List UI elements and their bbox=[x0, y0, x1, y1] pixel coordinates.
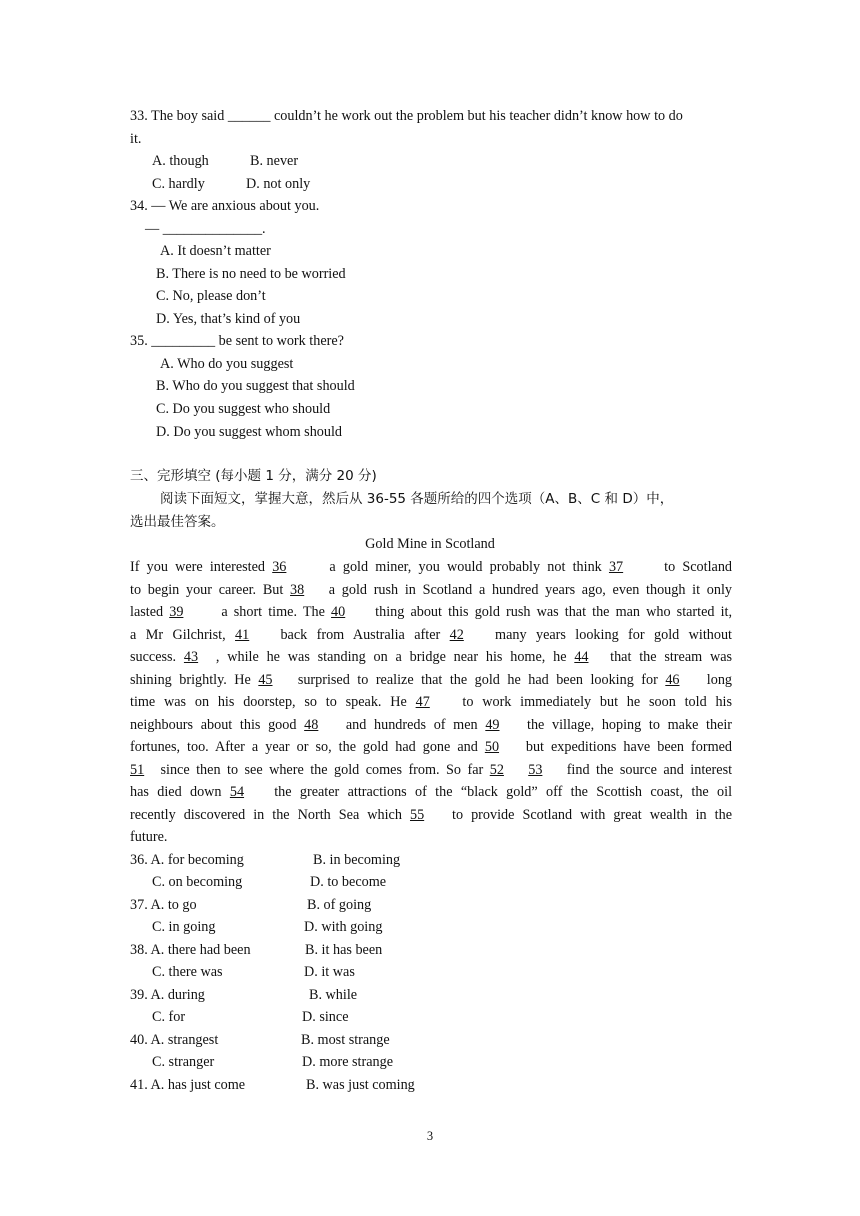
blank-43: 43 bbox=[183, 649, 199, 665]
passage-line: success. 43 , while he was standing on a bridge near his home, he 44 that the stream was bbox=[130, 646, 732, 668]
passage-line: lasted 39 a short time. The 40 thing about this gold rush was that the man who started it, bbox=[130, 601, 732, 623]
q35-stem: 35. _________ be sent to work there? bbox=[130, 333, 344, 349]
section-heading: 三、完形填空 (每小题 1 分，满分 20 分) bbox=[130, 468, 377, 484]
blank-42: 42 bbox=[449, 627, 464, 643]
q40-option-a: 40. A. strangest bbox=[130, 1032, 219, 1048]
q37-option-c: C. in going bbox=[152, 919, 216, 935]
q33-option-a: A. though bbox=[152, 153, 209, 169]
q41-option-a: 41. A. has just come bbox=[130, 1077, 246, 1093]
q35-option-b: B. Who do you suggest that should bbox=[156, 378, 355, 394]
q40-option-b: B. most strange bbox=[301, 1032, 390, 1048]
blank-54: 54 bbox=[229, 784, 245, 800]
q38-option-c: C. there was bbox=[152, 964, 223, 980]
q37-option-b: B. of going bbox=[307, 897, 372, 913]
passage-line: 51 since then to see where the gold comes from. So far 52 53 find the source and interest bbox=[130, 759, 732, 781]
blank-47: 47 bbox=[415, 694, 430, 710]
passage-line: recently discovered in the North Sea which 55 to provide Scotland with great wealth in the bbox=[130, 804, 732, 826]
blank-40: 40 bbox=[331, 604, 346, 620]
q38-option-a: 38. A. there had been bbox=[130, 942, 251, 958]
q39-option-c: C. for bbox=[152, 1009, 186, 1025]
q40-option-d: D. more strange bbox=[302, 1054, 394, 1070]
q38-option-b: B. it has been bbox=[305, 942, 383, 958]
page-number: 3 bbox=[426, 1129, 434, 1143]
q33-stem-line1: 33. The boy said ______ couldn’t he work out the problem but his teacher didn’t know how to do bbox=[130, 108, 683, 124]
q35-option-a: A. Who do you suggest bbox=[160, 356, 294, 372]
q35-option-c: C. Do you suggest who should bbox=[156, 401, 331, 417]
q34-reply: — ______________. bbox=[145, 221, 266, 237]
passage-title: Gold Mine in Scotland bbox=[365, 536, 495, 552]
q33-option-c: C. hardly bbox=[152, 176, 205, 192]
blank-50: 50 bbox=[484, 739, 500, 755]
q39-option-d: D. since bbox=[302, 1009, 349, 1025]
q39-option-a: 39. A. during bbox=[130, 987, 205, 1003]
blank-45: 45 bbox=[258, 672, 273, 688]
blank-48: 48 bbox=[304, 717, 319, 733]
section-instructions-line1: 阅读下面短文，掌握大意，然后从 36-55 各题所给的四个选项（A、B、C 和 D）中， bbox=[160, 491, 674, 507]
blank-41: 41 bbox=[235, 627, 250, 643]
passage-line: fortunes, too. After a year or so, the gold had gone and 50 but expeditions have been formed bbox=[130, 736, 732, 758]
blank-52: 52 bbox=[489, 762, 504, 778]
blank-38: 38 bbox=[290, 582, 305, 598]
blank-37: 37 bbox=[608, 559, 624, 575]
q37-option-d: D. with going bbox=[304, 919, 383, 935]
passage-line: shining brightly. He 45 surprised to realize that the gold he had been looking for 46 long bbox=[130, 669, 732, 691]
q39-option-b: B. while bbox=[309, 987, 358, 1003]
q36-option-c: C. on becoming bbox=[152, 874, 243, 890]
q34-option-a: A. It doesn’t matter bbox=[160, 243, 271, 259]
q34-option-c: C. No, please don’t bbox=[156, 288, 266, 304]
passage-line: has died down 54 the greater attractions of the “black gold” off the Scottish coast, the oil bbox=[130, 781, 732, 803]
q36-option-b: B. in becoming bbox=[313, 852, 401, 868]
blank-46: 46 bbox=[665, 672, 680, 688]
blank-53: 53 bbox=[528, 762, 543, 778]
blank-44: 44 bbox=[574, 649, 589, 665]
passage-line: neighbours about this good 48 and hundreds of men 49 the village, hoping to make their bbox=[130, 714, 732, 736]
blank-49: 49 bbox=[485, 717, 500, 733]
passage-line: time was on his doorstep, so to speak. He 47 to work immediately but he soon told his bbox=[130, 691, 732, 713]
blank-36: 36 bbox=[272, 559, 287, 575]
q41-option-b: B. was just coming bbox=[306, 1077, 415, 1093]
q33-option-b: B. never bbox=[250, 153, 299, 169]
q33-stem-line2: it. bbox=[130, 131, 142, 147]
section-instructions-line2: 选出最佳答案。 bbox=[130, 514, 225, 530]
q35-option-d: D. Do you suggest whom should bbox=[156, 424, 343, 440]
q36-option-d: D. to become bbox=[310, 874, 387, 890]
passage-line: to begin your career. But 38 a gold rush in Scotland a hundred years ago, even though it only bbox=[130, 579, 732, 601]
passage-line: a Mr Gilchrist, 41 back from Australia after 42 many years looking for gold without bbox=[130, 624, 732, 646]
blank-51: 51 bbox=[130, 762, 145, 778]
passage-line-last: future. bbox=[130, 829, 168, 845]
blank-55: 55 bbox=[409, 807, 425, 823]
q36-option-a: 36. A. for becoming bbox=[130, 852, 244, 868]
q40-option-c: C. stranger bbox=[152, 1054, 215, 1070]
q34-option-b: B. There is no need to be worried bbox=[156, 266, 346, 282]
q33-option-d: D. not only bbox=[246, 176, 311, 192]
q34-stem: 34. — We are anxious about you. bbox=[130, 198, 320, 214]
q34-option-d: D. Yes, that’s kind of you bbox=[156, 311, 301, 327]
q38-option-d: D. it was bbox=[304, 964, 355, 980]
q37-option-a: 37. A. to go bbox=[130, 897, 197, 913]
blank-39: 39 bbox=[169, 604, 184, 620]
passage-line: If you were interested 36 a gold miner, you would probably not think 37 to Scotland bbox=[130, 556, 732, 578]
